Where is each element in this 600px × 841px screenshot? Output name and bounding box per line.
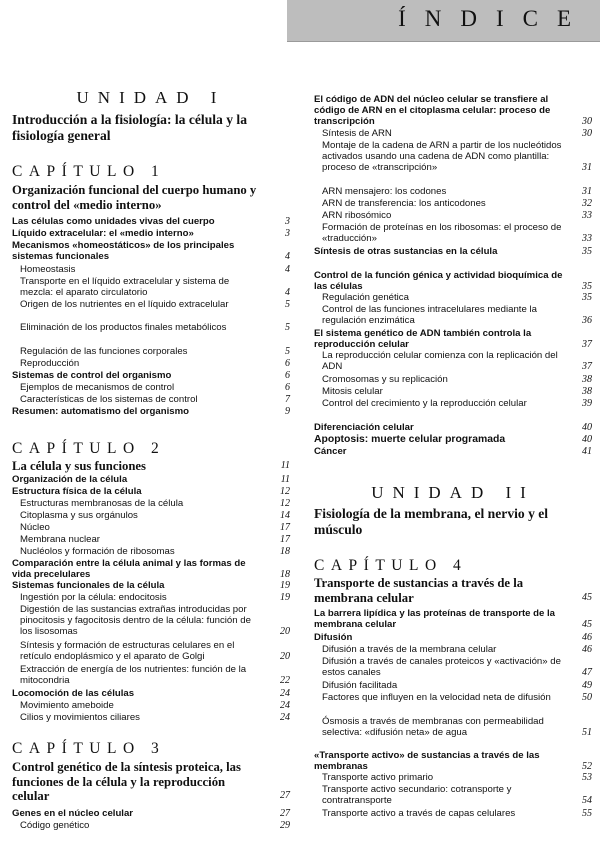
toc-entry[interactable]: Control del crecimiento y la reproducción celular 39 xyxy=(322,398,592,409)
toc-entry[interactable]: ARN mensajero: los codones 31 xyxy=(322,186,592,197)
toc-entry[interactable]: Montaje de la cadena de ARN a partir de los nucleótidos activados usando una cadena de ADN como plantilla: proceso de «transcripción» 31 xyxy=(322,140,592,173)
toc-entry[interactable]: Cilios y movimientos ciliares 24 xyxy=(20,712,290,723)
toc-entry[interactable]: Resumen: automatismo del organismo 9 xyxy=(12,406,290,417)
unit-2-title: Fisiología de la membrana, el nervio y el músculo xyxy=(314,506,549,537)
toc-entry[interactable]: Características de los sistemas de control 7 xyxy=(20,394,290,405)
toc-entry[interactable]: Síntesis y formación de estructuras celulares en el retículo endoplásmico y el aparato de Golgi 20 xyxy=(20,640,290,662)
toc-entry[interactable]: Citoplasma y sus orgánulos 14 xyxy=(20,510,290,521)
toc-entry[interactable]: Digestión de las sustancias extrañas introducidas por pinocitosis y fagocitosis dentro de la célula: función de los lisosomas 20 xyxy=(20,604,290,637)
toc-entry[interactable]: Las células como unidades vivas del cuerpo 3 xyxy=(12,216,290,227)
toc-entry[interactable]: Locomoción de las células 24 xyxy=(12,688,290,699)
toc-entry[interactable]: Genes en el núcleo celular 27 xyxy=(12,808,290,819)
chapter-1-label: CAPÍTULO 1 xyxy=(12,163,166,180)
toc-entry[interactable]: Reproducción 6 xyxy=(20,358,290,369)
toc-entry[interactable]: Formación de proteínas en los ribosomas: el proceso de «traducción» 33 xyxy=(322,222,592,244)
chapter-4-title: Transporte de sustancias a través de la membrana celular 45 xyxy=(314,576,592,605)
toc-entry[interactable]: Eliminación de los productos finales metabólicos 5 xyxy=(20,322,290,333)
index-title: ÍNDICE xyxy=(398,6,590,31)
toc-entry[interactable]: Factores que influyen en la velocidad neta de difusión 50 xyxy=(322,692,592,703)
toc-entry[interactable]: Núcleo 17 xyxy=(20,522,290,533)
toc-entry[interactable]: Transporte en el líquido extracelular y sistema de mezcla: el aparato circulatorio 4 xyxy=(20,276,290,298)
unit-1-label: UNIDAD I xyxy=(76,88,226,107)
toc-entry[interactable]: Membrana nuclear 17 xyxy=(20,534,290,545)
header-bar xyxy=(287,0,600,42)
unit-2-label: UNIDAD II xyxy=(371,483,535,502)
chapter-4-label: CAPÍTULO 4 xyxy=(314,557,468,574)
toc-entry[interactable]: Difusión a través de la membrana celular 46 xyxy=(322,644,592,655)
toc-entry[interactable]: Transporte activo primario 53 xyxy=(322,772,592,783)
toc-entry[interactable]: Ejemplos de mecanismos de control 6 xyxy=(20,382,290,393)
toc-entry[interactable]: ARN de transferencia: los anticodones 32 xyxy=(322,198,592,209)
toc-entry[interactable]: Estructuras membranosas de la célula 12 xyxy=(20,498,290,509)
toc-entry[interactable]: Mitosis celular 38 xyxy=(322,386,592,397)
toc-entry[interactable]: El sistema genético de ADN también controla la reproducción celular 37 xyxy=(314,328,592,350)
toc-entry[interactable]: Apoptosis: muerte celular programada 40 xyxy=(314,434,592,445)
toc-entry[interactable]: Ósmosis a través de membranas con permeabilidad selectiva: «difusión neta» de agua 51 xyxy=(322,716,592,738)
toc-entry[interactable]: Control de la función génica y actividad bioquímica de las células 35 xyxy=(314,270,592,292)
toc-entry[interactable]: Organización de la célula 11 xyxy=(12,474,290,485)
toc-entry[interactable]: Cáncer 41 xyxy=(314,446,592,457)
toc-entry[interactable]: La barrera lipídica y las proteínas de transporte de la membrana celular 45 xyxy=(314,608,592,630)
chapter-1-title: Organización funcional del cuerpo humano y control del «medio interno» xyxy=(12,183,257,212)
toc-entry[interactable]: Control de las funciones intracelulares mediante la regulación enzimática 36 xyxy=(322,304,592,326)
toc-entry[interactable]: Cromosomas y su replicación 38 xyxy=(322,374,592,385)
toc-entry[interactable]: Homeostasis 4 xyxy=(20,264,290,275)
unit-1-title: Introducción a la fisiología: la célula y la fisiología general xyxy=(12,112,248,143)
toc-entry[interactable]: Transporte activo a través de capas celulares 55 xyxy=(322,808,592,819)
toc-entry[interactable]: Diferenciación celular 40 xyxy=(314,422,592,433)
toc-entry[interactable]: ARN ribosómico 33 xyxy=(322,210,592,221)
toc-entry[interactable]: Sistemas de control del organismo 6 xyxy=(12,370,290,381)
toc-entry[interactable]: Transporte activo secundario: cotransporte y contratransporte 54 xyxy=(322,784,592,806)
toc-entry[interactable]: Estructura física de la célula 12 xyxy=(12,486,290,497)
toc-entry[interactable]: Difusión facilitada 49 xyxy=(322,680,592,691)
toc-entry[interactable]: Comparación entre la célula animal y las formas de vida precelulares 18 xyxy=(12,558,290,580)
toc-entry[interactable]: Nucléolos y formación de ribosomas 18 xyxy=(20,546,290,557)
chapter-3-label: CAPÍTULO 3 xyxy=(12,740,166,757)
toc-entry[interactable]: Difusión a través de canales proteicos y «activación» de estos canales 47 xyxy=(322,656,592,678)
toc-entry[interactable]: Líquido extracelular: el «medio interno» 3 xyxy=(12,228,290,239)
toc-entry[interactable]: «Transporte activo» de sustancias a través de las membranas 52 xyxy=(314,750,592,772)
toc-entry[interactable]: Mecanismos «homeostáticos» de los principales sistemas funcionales 4 xyxy=(12,240,290,262)
toc-entry[interactable]: Difusión 46 xyxy=(314,632,592,643)
chapter-2-label: CAPÍTULO 2 xyxy=(12,440,166,457)
toc-entry[interactable]: Movimiento ameboide 24 xyxy=(20,700,290,711)
toc-entry[interactable]: Regulación genética 35 xyxy=(322,292,592,303)
toc-entry[interactable]: Código genético 29 xyxy=(20,820,290,831)
toc-entry[interactable]: Síntesis de otras sustancias en la célula 35 xyxy=(314,246,592,257)
toc-entry[interactable]: El código de ADN del núcleo celular se transfiere al código de ARN en el citoplasma celular: proceso de transcripción 30 xyxy=(314,94,592,127)
toc-entry[interactable]: Síntesis de ARN 30 xyxy=(322,128,592,139)
toc-entry[interactable]: Origen de los nutrientes en el líquido extracelular 5 xyxy=(20,299,290,310)
toc-entry[interactable]: Regulación de las funciones corporales 5 xyxy=(20,346,290,357)
chapter-2-title: La célula y sus funciones 11 xyxy=(12,459,290,473)
toc-entry[interactable]: Extracción de energía de los nutrientes: función de la mitocondria 22 xyxy=(20,664,290,686)
chapter-3-title: Control genético de la síntesis proteica, las funciones de la célula y la reproducción celular 27 xyxy=(12,760,290,803)
toc-entry[interactable]: Sistemas funcionales de la célula 19 xyxy=(12,580,290,591)
toc-entry[interactable]: Ingestión por la célula: endocitosis 19 xyxy=(20,592,290,603)
toc-entry[interactable]: La reproducción celular comienza con la replicación del ADN 37 xyxy=(322,350,592,372)
